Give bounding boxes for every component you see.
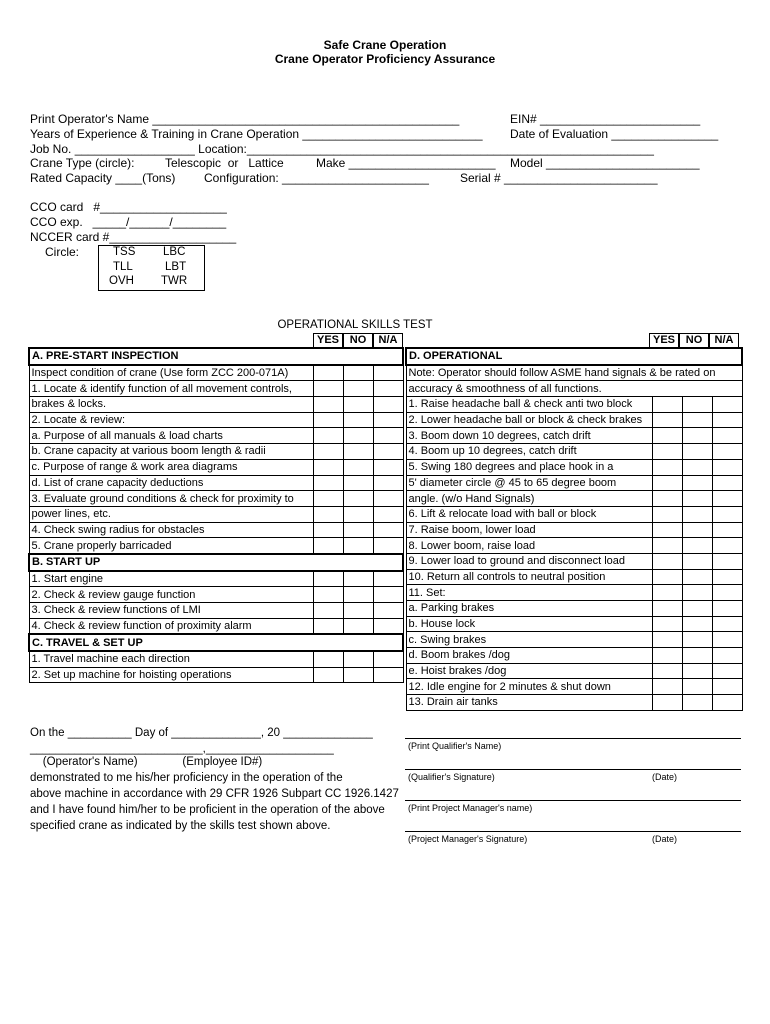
checkbox-yes[interactable] bbox=[313, 506, 343, 522]
checkbox-no[interactable] bbox=[343, 603, 373, 619]
pm-name-caption: (Print Project Manager's name) bbox=[408, 803, 533, 813]
option-ovh[interactable]: OVH bbox=[109, 275, 134, 287]
checklist-item-text: Inspect condition of crane (Use form ZCC 200-071A) bbox=[29, 365, 313, 381]
cert-text-3: and I have found him/her to be proficient in the operation of the above bbox=[30, 804, 385, 816]
checkbox-yes[interactable] bbox=[652, 475, 682, 491]
checkbox-yes[interactable] bbox=[652, 412, 682, 428]
cert-text-4: specified crane as indicated by the skills test shown above. bbox=[30, 820, 331, 832]
checklist-row bbox=[29, 571, 403, 587]
checklist-row bbox=[406, 428, 742, 444]
checkbox-na[interactable] bbox=[712, 585, 742, 601]
checkbox-yes[interactable] bbox=[313, 365, 343, 381]
checklist-item-text: Note: Operator should follow ASME hand signals & be rated on bbox=[406, 365, 742, 381]
checkbox-no[interactable] bbox=[682, 663, 712, 679]
checkbox-na[interactable] bbox=[712, 679, 742, 695]
checkbox-yes[interactable] bbox=[652, 585, 682, 601]
checkbox-na[interactable] bbox=[373, 538, 403, 554]
section-title: D. OPERATIONAL bbox=[406, 348, 742, 365]
left-na-header: N/A bbox=[373, 333, 403, 348]
checkbox-no[interactable] bbox=[343, 506, 373, 522]
checklist-item-text: 12. Idle engine for 2 minutes & shut down bbox=[406, 679, 652, 695]
checklist-row bbox=[29, 522, 403, 538]
checkbox-na[interactable] bbox=[712, 569, 742, 585]
pm-signature-line[interactable] bbox=[405, 831, 741, 832]
checklist-row bbox=[406, 663, 742, 679]
qualifier-signature-caption: (Qualifier's Signature) bbox=[408, 772, 495, 782]
checkbox-yes[interactable] bbox=[313, 397, 343, 413]
checkbox-no[interactable] bbox=[682, 679, 712, 695]
checkbox-na[interactable] bbox=[712, 506, 742, 522]
checklist-item-text: 1. Travel machine each direction bbox=[29, 651, 313, 667]
checklist-item-text: 1. Start engine bbox=[29, 571, 313, 587]
checkbox-no[interactable] bbox=[682, 648, 712, 664]
checkbox-na[interactable] bbox=[373, 365, 403, 381]
checklist-item-text: 2. Check & review gauge function bbox=[29, 587, 313, 603]
checkbox-no[interactable] bbox=[343, 475, 373, 491]
checkbox-na[interactable] bbox=[373, 522, 403, 538]
checklist-item-text: a. Purpose of all manuals & load charts bbox=[29, 428, 313, 444]
checkbox-na[interactable] bbox=[712, 695, 742, 711]
checklist-item-text: c. Purpose of range & work area diagrams bbox=[29, 459, 313, 475]
checklist-item-text: accuracy & smoothness of all functions. bbox=[406, 381, 742, 397]
checkbox-na[interactable] bbox=[712, 601, 742, 617]
checklist-row bbox=[406, 522, 742, 538]
checkbox-yes[interactable] bbox=[652, 695, 682, 711]
checklist-item-text: 4. Check swing radius for obstacles bbox=[29, 522, 313, 538]
checkbox-na[interactable] bbox=[373, 618, 403, 634]
checklist-item-text: 2. Set up machine for hoisting operations bbox=[29, 667, 313, 683]
checkbox-na[interactable] bbox=[373, 412, 403, 428]
checkbox-no[interactable] bbox=[682, 397, 712, 413]
checkbox-na[interactable] bbox=[373, 506, 403, 522]
checklist-row bbox=[406, 695, 742, 711]
checklist-row bbox=[29, 459, 403, 475]
crane-type-options[interactable]: Telescopic or Lattice bbox=[165, 156, 284, 170]
checkbox-no[interactable] bbox=[682, 601, 712, 617]
checkbox-no[interactable] bbox=[343, 381, 373, 397]
checkbox-no[interactable] bbox=[343, 444, 373, 460]
checkbox-no[interactable] bbox=[682, 491, 712, 507]
checkbox-no[interactable] bbox=[343, 538, 373, 554]
checkbox-yes[interactable] bbox=[313, 651, 343, 667]
checkbox-yes[interactable] bbox=[313, 538, 343, 554]
option-tss[interactable]: TSS bbox=[113, 246, 136, 258]
checkbox-no[interactable] bbox=[343, 365, 373, 381]
checklist-item-text: a. Parking brakes bbox=[406, 601, 652, 617]
checkbox-yes[interactable] bbox=[652, 616, 682, 632]
configuration-field[interactable]: Configuration: ______________________ bbox=[204, 171, 429, 185]
checklist-item-text: 2. Locate & review: bbox=[29, 412, 313, 428]
checkbox-no[interactable] bbox=[343, 571, 373, 587]
section-header-row bbox=[29, 348, 403, 365]
qualifier-date-caption: (Date) bbox=[652, 772, 678, 782]
ein-field[interactable]: EIN# ________________________ bbox=[510, 112, 701, 126]
checklist-row bbox=[406, 553, 742, 569]
checklist-row bbox=[406, 459, 742, 475]
checkbox-no[interactable] bbox=[682, 553, 712, 569]
checkbox-na[interactable] bbox=[373, 667, 403, 683]
checkbox-na[interactable] bbox=[373, 428, 403, 444]
checkbox-na[interactable] bbox=[712, 412, 742, 428]
checkbox-no[interactable] bbox=[682, 444, 712, 460]
checklist-row bbox=[406, 601, 742, 617]
operational-checklist-table bbox=[405, 347, 743, 711]
checkbox-no[interactable] bbox=[343, 412, 373, 428]
option-twr[interactable]: TWR bbox=[161, 275, 188, 287]
checkbox-yes[interactable] bbox=[652, 601, 682, 617]
pm-signature-caption: (Project Manager's Signature) bbox=[408, 834, 528, 844]
checkbox-yes[interactable] bbox=[652, 428, 682, 444]
checklist-row bbox=[29, 506, 403, 522]
checklist-row bbox=[406, 632, 742, 648]
right-no-header: NO bbox=[679, 333, 709, 348]
checkbox-no[interactable] bbox=[682, 616, 712, 632]
checkbox-no[interactable] bbox=[682, 506, 712, 522]
checkbox-no[interactable] bbox=[343, 459, 373, 475]
checklist-row bbox=[29, 412, 403, 428]
checkbox-na[interactable] bbox=[373, 475, 403, 491]
cert-operator-caption: (Operator's Name) (Employee ID#) bbox=[30, 756, 263, 768]
checklist-row bbox=[29, 651, 403, 667]
checklist-row bbox=[406, 412, 742, 428]
checklist-row bbox=[406, 444, 742, 460]
left-yes-header: YES bbox=[313, 333, 343, 348]
checklist-item-text: 11. Set: bbox=[406, 585, 652, 601]
option-tll[interactable]: TLL bbox=[113, 261, 133, 273]
model-field[interactable]: Model _______________________ bbox=[510, 156, 700, 170]
job-location-field[interactable]: Job No. __________________ Location:_____________________________________________________________ bbox=[30, 142, 654, 156]
checklist-row bbox=[406, 585, 742, 601]
checkbox-yes[interactable] bbox=[313, 571, 343, 587]
checkbox-yes[interactable] bbox=[652, 569, 682, 585]
pm-date-caption: (Date) bbox=[652, 834, 678, 844]
checklist-item-text: 9. Lower load to ground and disconnect load bbox=[406, 553, 652, 569]
checklist-item-text: c. Swing brakes bbox=[406, 632, 652, 648]
checklist-item-text: d. List of crane capacity deductions bbox=[29, 475, 313, 491]
experience-field[interactable]: Years of Experience & Training in Crane Operation ___________________________ bbox=[30, 127, 483, 141]
checklist-item-text: 2. Lower headache ball or block & check brakes bbox=[406, 412, 652, 428]
cert-date-line[interactable]: On the __________ Day of ______________, 20 ______________ bbox=[30, 727, 373, 739]
qualifier-name-line[interactable] bbox=[405, 738, 741, 739]
checkbox-no[interactable] bbox=[682, 412, 712, 428]
checklist-item-text: 13. Drain air tanks bbox=[406, 695, 652, 711]
option-lbc[interactable]: LBC bbox=[163, 246, 186, 258]
checklist-item-text: 4. Boom up 10 degrees, catch drift bbox=[406, 444, 652, 460]
checkbox-na[interactable] bbox=[373, 651, 403, 667]
checkbox-na[interactable] bbox=[373, 444, 403, 460]
checkbox-na[interactable] bbox=[712, 491, 742, 507]
checklist-row bbox=[406, 397, 742, 413]
checkbox-yes[interactable] bbox=[313, 475, 343, 491]
checklist-item-text: 7. Raise boom, lower load bbox=[406, 522, 652, 538]
checkbox-yes[interactable] bbox=[313, 412, 343, 428]
checkbox-no[interactable] bbox=[682, 475, 712, 491]
checklist-row bbox=[406, 381, 742, 397]
checkbox-yes[interactable] bbox=[652, 506, 682, 522]
checklist-item-text: 6. Lift & relocate load with ball or block bbox=[406, 506, 652, 522]
checkbox-no[interactable] bbox=[682, 585, 712, 601]
checkbox-no[interactable] bbox=[682, 632, 712, 648]
cert-operator-line[interactable]: ___________________________,____________________ bbox=[30, 743, 334, 755]
checklist-row bbox=[29, 587, 403, 603]
checkbox-no[interactable] bbox=[682, 459, 712, 475]
right-na-header: N/A bbox=[709, 333, 739, 348]
checkbox-no[interactable] bbox=[343, 651, 373, 667]
rated-capacity-field[interactable]: Rated Capacity ____(Tons) bbox=[30, 171, 176, 185]
checkbox-yes[interactable] bbox=[313, 667, 343, 683]
checkbox-no[interactable] bbox=[682, 522, 712, 538]
checklist-row bbox=[406, 491, 742, 507]
checklist-item-text: b. House lock bbox=[406, 616, 652, 632]
checkbox-no[interactable] bbox=[682, 569, 712, 585]
checklist-item-text: 3. Check & review functions of LMI bbox=[29, 603, 313, 619]
checkbox-yes[interactable] bbox=[313, 491, 343, 507]
checkbox-no[interactable] bbox=[343, 428, 373, 444]
checkbox-yes[interactable] bbox=[313, 587, 343, 603]
checklist-item-text: angle. (w/o Hand Signals) bbox=[406, 491, 652, 507]
checkbox-yes[interactable] bbox=[652, 663, 682, 679]
section-title: B. START UP bbox=[29, 554, 403, 571]
checklist-row bbox=[29, 444, 403, 460]
checkbox-na[interactable] bbox=[712, 522, 742, 538]
checkbox-na[interactable] bbox=[373, 571, 403, 587]
checklist-row bbox=[29, 538, 403, 554]
section-title: A. PRE-START INSPECTION bbox=[29, 348, 403, 365]
checklist-row bbox=[29, 381, 403, 397]
checklist-item-text: 5. Crane properly barricaded bbox=[29, 538, 313, 554]
checklist-item-text: 1. Raise headache ball & check anti two block bbox=[406, 397, 652, 413]
checkbox-yes[interactable] bbox=[313, 428, 343, 444]
checkbox-yes[interactable] bbox=[313, 603, 343, 619]
checklist-row bbox=[29, 365, 403, 381]
checkbox-na[interactable] bbox=[712, 397, 742, 413]
qualifier-signature-line[interactable] bbox=[405, 769, 741, 770]
operator-name-field[interactable]: Print Operator's Name ______________________________________________ bbox=[30, 112, 460, 126]
checklist-row bbox=[29, 667, 403, 683]
left-no-header: NO bbox=[343, 333, 373, 348]
checkbox-no[interactable] bbox=[343, 667, 373, 683]
cert-text-1: demonstrated to me his/her proficiency in the operation of the bbox=[30, 772, 343, 784]
circle-label: Circle: bbox=[45, 245, 80, 259]
checklist-item-text: power lines, etc. bbox=[29, 506, 313, 522]
checkbox-na[interactable] bbox=[373, 491, 403, 507]
checklist-item-text: 5. Swing 180 degrees and place hook in a bbox=[406, 459, 652, 475]
right-yes-header: YES bbox=[649, 333, 679, 348]
section-header-row bbox=[29, 554, 403, 571]
checklist-row bbox=[29, 618, 403, 634]
checkbox-yes[interactable] bbox=[313, 444, 343, 460]
checkbox-yes[interactable] bbox=[652, 648, 682, 664]
checklist-row bbox=[406, 538, 742, 554]
checkbox-no[interactable] bbox=[682, 538, 712, 554]
checkbox-yes[interactable] bbox=[313, 459, 343, 475]
checklist-row bbox=[29, 428, 403, 444]
checkbox-na[interactable] bbox=[712, 459, 742, 475]
checkbox-yes[interactable] bbox=[652, 491, 682, 507]
section-title: C. TRAVEL & SET UP bbox=[29, 634, 403, 651]
checkbox-yes[interactable] bbox=[652, 679, 682, 695]
checklist-item-text: 8. Lower boom, raise load bbox=[406, 538, 652, 554]
section-header-row bbox=[406, 348, 742, 365]
checkbox-no[interactable] bbox=[682, 428, 712, 444]
serial-field[interactable]: Serial # _______________________ bbox=[460, 171, 658, 185]
checkbox-no[interactable] bbox=[343, 522, 373, 538]
checkbox-yes[interactable] bbox=[652, 553, 682, 569]
checkbox-yes[interactable] bbox=[313, 381, 343, 397]
checkbox-yes[interactable] bbox=[652, 397, 682, 413]
checklist-item-text: brakes & locks. bbox=[29, 397, 313, 413]
skills-test-title: OPERATIONAL SKILLS TEST bbox=[277, 319, 433, 331]
checkbox-na[interactable] bbox=[712, 538, 742, 554]
checklist-item-text: 3. Boom down 10 degrees, catch drift bbox=[406, 428, 652, 444]
evaluation-date-field[interactable]: Date of Evaluation ________________ bbox=[510, 127, 719, 141]
checkbox-na[interactable] bbox=[373, 587, 403, 603]
checkbox-no[interactable] bbox=[343, 397, 373, 413]
crane-type-label: Crane Type (circle): bbox=[30, 156, 135, 170]
checkbox-yes[interactable] bbox=[652, 459, 682, 475]
option-lbt[interactable]: LBT bbox=[165, 261, 187, 273]
checklist-item-text: 10. Return all controls to neutral position bbox=[406, 569, 652, 585]
checklist-row bbox=[406, 569, 742, 585]
checkbox-na[interactable] bbox=[712, 553, 742, 569]
qualifier-name-caption: (Print Qualifier's Name) bbox=[408, 741, 502, 751]
checklist-row bbox=[406, 506, 742, 522]
checklist-item-text: 1. Locate & identify function of all movement controls, bbox=[29, 381, 313, 397]
cert-text-2: above machine in accordance with 29 CFR 1926 Subpart CC 1926.1427 bbox=[30, 788, 399, 800]
document-title: Safe Crane Operation bbox=[323, 38, 447, 52]
cco-exp-field[interactable]: CCO exp. _____/______/________ bbox=[30, 215, 227, 229]
checkbox-na[interactable] bbox=[373, 397, 403, 413]
checklist-item-text: 5' diameter circle @ 45 to 65 degree boom bbox=[406, 475, 652, 491]
checklist-item-text: e. Hoist brakes /dog bbox=[406, 663, 652, 679]
checkbox-no[interactable] bbox=[682, 695, 712, 711]
section-header-row bbox=[29, 634, 403, 651]
checkbox-na[interactable] bbox=[373, 459, 403, 475]
checkbox-na[interactable] bbox=[373, 603, 403, 619]
make-field[interactable]: Make ______________________ bbox=[316, 156, 496, 170]
checkbox-na[interactable] bbox=[712, 428, 742, 444]
checklist-row bbox=[29, 603, 403, 619]
checkbox-na[interactable] bbox=[712, 475, 742, 491]
pre-start-checklist-table bbox=[28, 347, 404, 683]
nccer-card-field[interactable]: NCCER card #___________________ bbox=[30, 230, 237, 244]
checklist-item-text: 3. Evaluate ground conditions & check for proximity to bbox=[29, 491, 313, 507]
checkbox-na[interactable] bbox=[712, 663, 742, 679]
document-subtitle: Crane Operator Proficiency Assurance bbox=[274, 52, 496, 66]
checkbox-na[interactable] bbox=[712, 444, 742, 460]
checkbox-na[interactable] bbox=[712, 632, 742, 648]
checklist-row bbox=[406, 679, 742, 695]
checklist-row bbox=[406, 475, 742, 491]
checklist-item-text: b. Crane capacity at various boom length & radii bbox=[29, 444, 313, 460]
checklist-row bbox=[406, 616, 742, 632]
checklist-row bbox=[406, 648, 742, 664]
checkbox-yes[interactable] bbox=[652, 538, 682, 554]
checklist-row bbox=[406, 365, 742, 381]
pm-name-line[interactable] bbox=[405, 800, 741, 801]
checkbox-yes[interactable] bbox=[313, 522, 343, 538]
checkbox-no[interactable] bbox=[343, 618, 373, 634]
certification-type-box bbox=[98, 245, 205, 291]
checkbox-na[interactable] bbox=[712, 648, 742, 664]
checkbox-na[interactable] bbox=[712, 616, 742, 632]
checklist-item-text: 4. Check & review function of proximity alarm bbox=[29, 618, 313, 634]
cco-card-field[interactable]: CCO card #___________________ bbox=[30, 200, 227, 214]
checklist-row bbox=[29, 491, 403, 507]
checkbox-yes[interactable] bbox=[652, 444, 682, 460]
checklist-item-text: d. Boom brakes /dog bbox=[406, 648, 652, 664]
checkbox-yes[interactable] bbox=[652, 632, 682, 648]
checkbox-no[interactable] bbox=[343, 491, 373, 507]
checkbox-na[interactable] bbox=[373, 381, 403, 397]
checkbox-yes[interactable] bbox=[313, 618, 343, 634]
checklist-row bbox=[29, 475, 403, 491]
checklist-row bbox=[29, 397, 403, 413]
checkbox-yes[interactable] bbox=[652, 522, 682, 538]
checkbox-no[interactable] bbox=[343, 587, 373, 603]
